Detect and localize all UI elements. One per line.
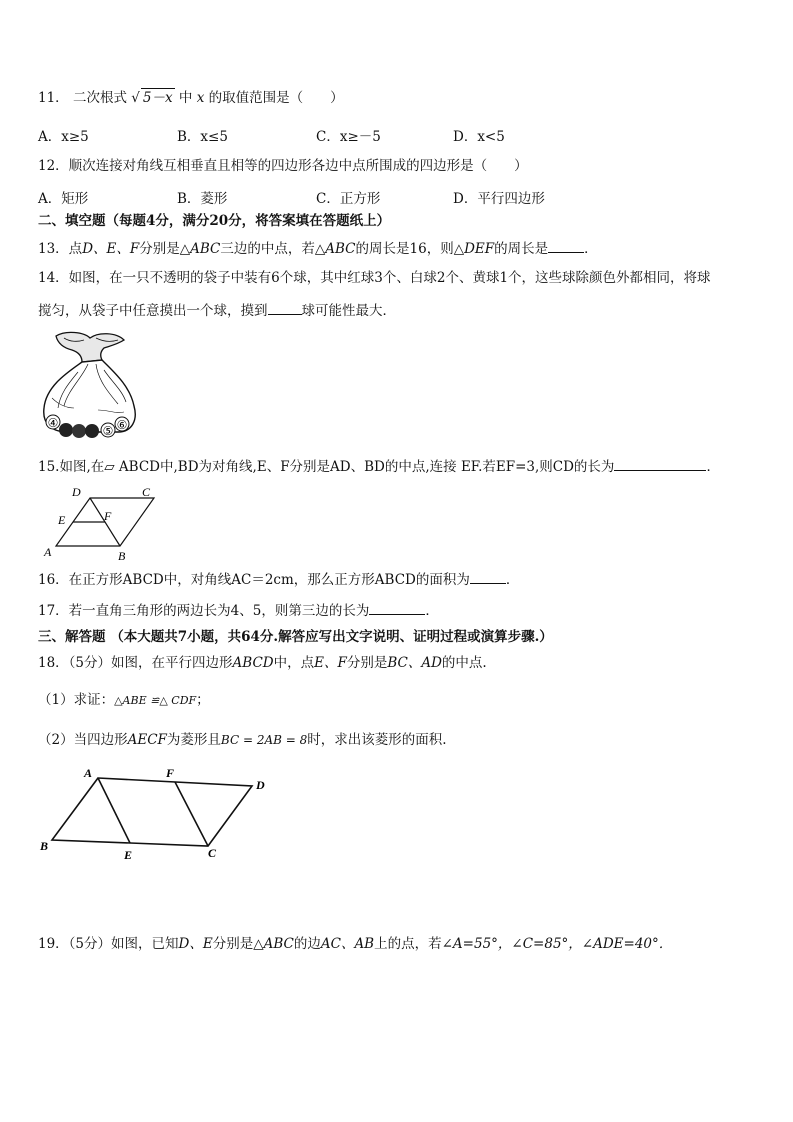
q15-text-b: ．	[706, 459, 720, 475]
q18-aecf: AECF	[127, 732, 167, 748]
question-19	[38, 935, 672, 953]
sqrt-symbol: √	[131, 90, 140, 106]
q11-number: 11．	[38, 90, 69, 106]
question-18-part1	[38, 691, 210, 710]
q13-text-d: 的周长是16，则△	[355, 241, 465, 257]
q18-label-d: D	[256, 778, 265, 792]
q18-label-b: B	[40, 839, 49, 853]
q11-text-post: 中	[178, 90, 193, 106]
q13-text-e: 的周长是	[494, 241, 549, 257]
q15-label-b: B	[118, 549, 126, 562]
q12-option-d: D．平行四边形	[453, 191, 545, 207]
q18-text-a: 18．（5分）如图，在平行四边形	[38, 655, 233, 671]
q14-answer-blank[interactable]	[268, 302, 302, 315]
q13-text-b: 分别是△	[139, 241, 191, 257]
q11-option-a: A．x≥5	[38, 129, 89, 145]
q13-triangle-abc-2: ABC	[325, 241, 356, 257]
q18-label-e: E	[124, 848, 133, 862]
ball-label-5-text: ⑤	[102, 424, 114, 438]
q18-bc-ad: BC、AD	[387, 655, 442, 671]
q11-text-pre: 二次根式	[72, 90, 127, 106]
q19-text-e: 的边	[293, 936, 321, 952]
q15-text-a: 15.如图,在▱ ABCD中,BD为对角线,E、F分别是AD、BD的中点,连接 EF.若EF=3,则CD的长为	[38, 459, 615, 475]
bag-neck	[56, 332, 124, 362]
q18-text-g: 的中点.	[441, 655, 487, 671]
q18-part1-end: ；	[196, 692, 210, 708]
q15-parallelogram-figure	[38, 484, 168, 562]
q18-segment-ae	[98, 778, 130, 843]
q18-segment-fc	[175, 782, 208, 846]
q15-label-d: D	[72, 485, 81, 499]
q16-answer-blank[interactable]	[470, 571, 506, 584]
q17-answer-blank[interactable]	[369, 602, 425, 615]
ball-dark-2	[72, 424, 86, 438]
q18-abcd: ABCD	[232, 655, 274, 671]
q11-text-post2: 的取值范围是（ ）	[208, 90, 344, 106]
q19-text-g: 上的点，若	[374, 936, 442, 952]
question-15	[38, 458, 720, 476]
q18-ef: E、F	[314, 655, 347, 671]
q19-angles: ∠A=55°，∠C=85°，∠ADE=40°．	[441, 936, 673, 952]
q19-ac-ab: AC、AB	[320, 936, 375, 952]
q18-part1-congruence: △ABE ≌△ CDF	[114, 694, 197, 707]
q12-option-b: B．菱形	[177, 191, 228, 207]
q18-part2-text-c: 为菱形且	[166, 732, 221, 748]
ball-label-6-text: ⑥	[116, 418, 128, 432]
q18-parallelogram-figure	[36, 764, 276, 864]
q11-variable: x	[196, 90, 205, 106]
q18-condition: BC = 2AB = 8	[220, 733, 308, 747]
question-11	[38, 88, 344, 107]
q18-part1-label: （1）求证：	[38, 692, 115, 708]
q15-label-e: E	[58, 513, 66, 527]
q19-abc: ABC	[263, 936, 294, 952]
q18-text-c: 中，点	[273, 655, 315, 671]
q18-label-a: A	[84, 766, 93, 780]
q19-text-a: 19．（5分）如图，已知	[38, 936, 179, 952]
q11-option-d: D．x<5	[453, 129, 505, 145]
question-13	[38, 240, 598, 258]
question-18-part2	[38, 731, 447, 749]
q15-label-c: C	[142, 485, 151, 499]
q18-parallelogram	[52, 778, 252, 846]
q18-part2-text-e: 时，求出该菱形的面积.	[307, 732, 447, 748]
q12-option-c: C．正方形	[316, 191, 381, 207]
q15-label-f: F	[104, 509, 112, 523]
q16-text-b: ．	[505, 572, 520, 588]
bag-figure	[38, 328, 138, 440]
q18-text-e: 分别是	[346, 655, 388, 671]
q17-text-b: ．	[425, 603, 439, 619]
q15-label-a: A	[44, 545, 52, 559]
q18-label-c: C	[208, 846, 217, 860]
q11-radicand: 5－x	[142, 90, 173, 106]
question-12: 12．顺次连接对角线互相垂直且相等的四边形各边中点所围成的四边形是（ ）	[38, 158, 528, 174]
section-fill-in-heading: 二、填空题（每题4分，满分20分，将答案填在答题纸上）	[38, 213, 391, 229]
question-18-intro	[38, 654, 487, 672]
q11-option-b: B．x≤5	[177, 129, 228, 145]
ball-dark-3	[85, 424, 99, 438]
q13-triangle-abc: ABC	[190, 241, 221, 257]
q17-text-a: 17．若一直角三角形的两边长为4、5，则第三边的长为	[38, 603, 370, 619]
q13-text-c: 三边的中点，若△	[220, 241, 326, 257]
question-14-line1: 14．如图，在一只不透明的袋子中装有6个球，其中红球3个、白球2个、黄球1个，这些球除颜色外都相同，将球	[38, 270, 711, 286]
q12-option-a: A．矩形	[38, 191, 89, 207]
q14-text-b: 球可能性最大．	[301, 303, 396, 319]
section-solve-heading: 三、解答题 （本大题共7小题，共64分.解答应写出文字说明、证明过程或演算步骤.）	[38, 629, 553, 645]
ball-label-4-text: ④	[47, 416, 59, 430]
q18-label-f: F	[166, 766, 175, 780]
q11-option-c: C．x≥－5	[316, 129, 381, 145]
q13-vars: D、E、F	[82, 241, 140, 257]
q15-answer-blank[interactable]	[614, 458, 706, 471]
q14-text-a: 搅匀，从袋子中任意摸出一个球，摸到	[38, 303, 268, 319]
q19-de: D、E	[178, 936, 213, 952]
q13-triangle-def: DEF	[464, 241, 495, 257]
q19-text-c: 分别是△	[212, 936, 264, 952]
question-17	[38, 602, 439, 620]
q13-text-f: ．	[584, 241, 598, 257]
q13-text-a: 13．点	[38, 241, 83, 257]
q18-part2-label: （2）当四边形	[38, 732, 128, 748]
q16-text-a: 16．在正方形ABCD中，对角线AC＝2cm，那么正方形ABCD的面积为	[38, 572, 470, 588]
question-16	[38, 571, 519, 589]
q13-answer-blank[interactable]	[548, 240, 584, 253]
question-14-line2	[38, 302, 396, 320]
ball-dark-1	[59, 423, 73, 437]
